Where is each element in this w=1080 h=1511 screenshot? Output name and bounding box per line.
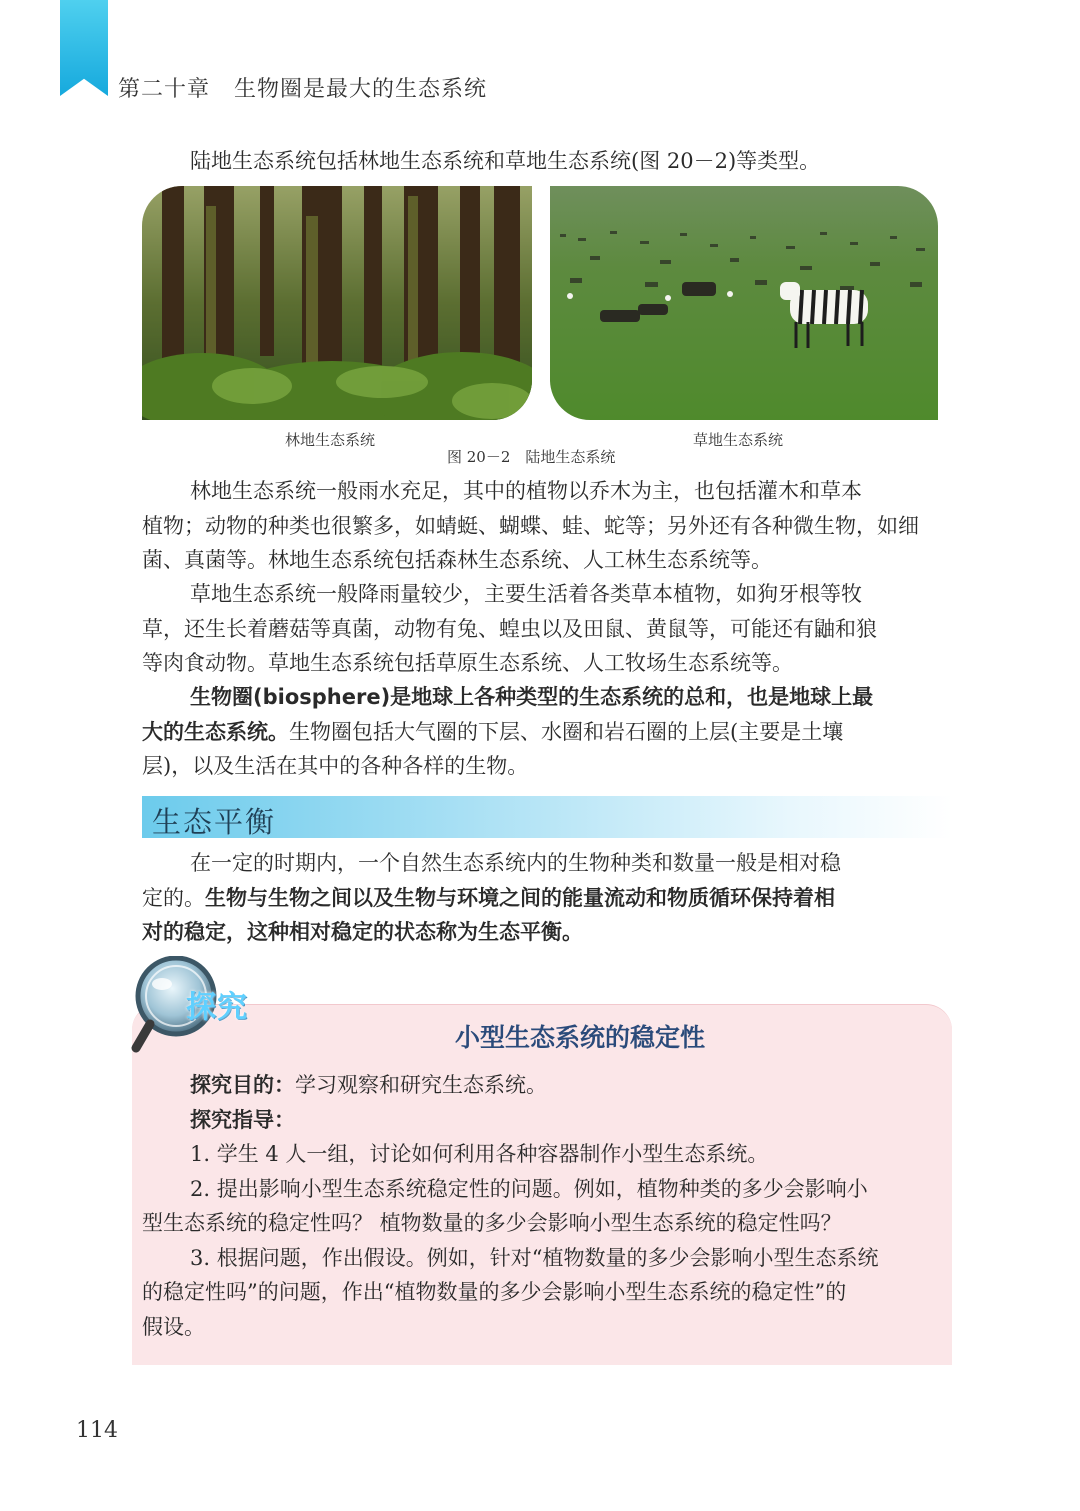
forest-line-3: 菌、真菌等。林地生态系统包括森林生态系统、人工林生态系统等。 — [142, 548, 772, 572]
step-2-line-1: 2. 提出影响小型生态系统稳定性的问题。例如，植物种类的多少会影响小 — [190, 1176, 868, 1201]
biosphere-line-2-bold: 大的生态系统。 — [142, 719, 289, 744]
inquiry-badge-label: 探究 — [186, 990, 248, 1025]
balance-line-2 — [142, 881, 942, 916]
chapter-header — [118, 72, 487, 103]
step-3-line-2: 的稳定性吗”的问题，作出“植物数量的多少会影响小型生态系统的稳定性”的 — [142, 1280, 847, 1304]
chapter-tab-marker — [60, 0, 108, 96]
grassland-caption: 草地生态系统 — [693, 431, 784, 449]
forest-paragraph — [142, 474, 942, 578]
intro-line: 陆地生态系统包括林地生态系统和草地生态系统(图 20－2)等类型。 — [190, 149, 821, 173]
intro-paragraph — [142, 144, 942, 179]
biosphere-paragraph — [142, 680, 942, 784]
chapter-number: 第二十章 — [118, 77, 211, 102]
balance-paragraph — [142, 846, 942, 950]
balance-line-2-normal: 定的。 — [142, 885, 205, 910]
chapter-title: 生物圈是最大的生态系统 — [234, 77, 488, 102]
forest-line-2: 植物；动物的种类也很繁多，如蜻蜓、蝴蝶、蛙、蛇等；另外还有各种微生物，如细 — [142, 513, 919, 538]
grassland-photo — [550, 186, 938, 420]
page-number: 114 — [76, 1418, 118, 1443]
purpose-label: 探究目的： — [190, 1073, 295, 1097]
biosphere-line-2 — [142, 715, 942, 750]
forest-photo — [142, 186, 532, 420]
figure-caption: 图 20－2 陆地生态系统 — [447, 448, 616, 466]
biosphere-line-1: 生物圈(biosphere)是地球上各种类型的生态系统的总和，也是地球上最 — [190, 685, 874, 709]
biosphere-line-3: 层)，以及生活在其中的各种各样的生物。 — [142, 754, 529, 778]
inquiry-content — [142, 1068, 942, 1344]
inquiry-title: 小型生态系统的稳定性 — [455, 1023, 706, 1052]
step-2-line-2: 型生态系统的稳定性吗？ 植物数量的多少会影响小型生态系统的稳定性吗？ — [142, 1211, 842, 1235]
guide-label: 探究指导： — [190, 1107, 295, 1132]
balance-line-2-bold: 生物与生物之间以及生物与环境之间的能量流动和物质循环保持着相 — [205, 885, 835, 910]
grassland-line-2: 草，还生长着蘑菇等真菌，动物有兔、蝗虫以及田鼠、黄鼠等，可能还有鼬和狼 — [142, 616, 877, 641]
step-3-line-3: 假设。 — [142, 1314, 205, 1339]
grassland-line-3: 等肉食动物。草地生态系统包括草原生态系统、人工牧场生态系统等。 — [142, 651, 793, 675]
balance-line-3: 对的稳定，这种相对稳定的状态称为生态平衡。 — [142, 920, 583, 944]
section-title: 生态平衡 — [152, 805, 277, 839]
grassland-line-1: 草地生态系统一般降雨量较少，主要生活着各类草本植物，如狗牙根等牧 — [190, 582, 862, 606]
biosphere-line-2-rest: 生物圈包括大气圈的下层、水圈和岩石圈的上层(主要是土壤 — [289, 719, 844, 744]
inquiry-purpose — [142, 1068, 942, 1103]
grassland-paragraph — [142, 577, 942, 681]
balance-line-1: 在一定的时期内，一个自然生态系统内的生物种类和数量一般是相对稳 — [190, 851, 841, 875]
step-3-line-1: 3. 根据问题，作出假设。例如，针对“植物数量的多少会影响小型生态系统 — [190, 1245, 879, 1270]
purpose-text: 学习观察和研究生态系统。 — [295, 1073, 547, 1097]
forest-line-1: 林地生态系统一般雨水充足，其中的植物以乔木为主，也包括灌木和草本 — [190, 479, 862, 503]
forest-caption: 林地生态系统 — [285, 431, 376, 449]
step-1: 1. 学生 4 人一组，讨论如何利用各种容器制作小型生态系统。 — [190, 1142, 769, 1166]
